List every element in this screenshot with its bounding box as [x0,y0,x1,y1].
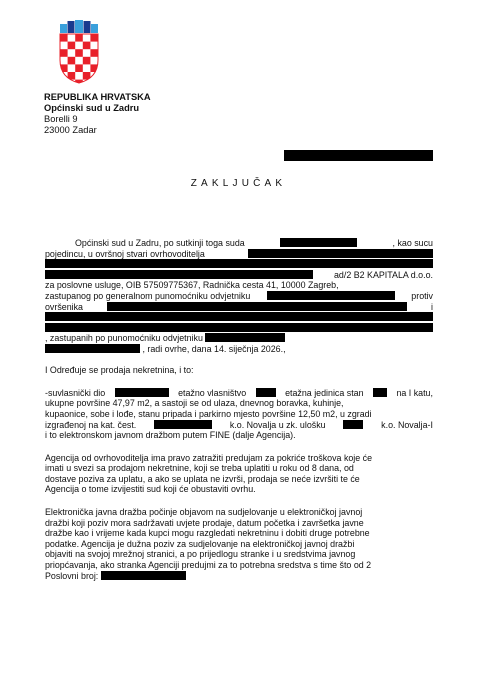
court-name: Općinski sud u Zadru [44,103,140,113]
redaction-case-number [284,150,433,161]
intro-line-7 [45,312,433,323]
intro-line-8: , zastupanih po punomoćniku odvjetniku [45,333,433,344]
coat-check-square [68,57,76,65]
redaction [45,270,313,279]
coat-check-square [60,34,68,42]
redaction [205,333,285,342]
section-one-line-2: ukupne površine 47,97 m2, a sastoji se od ulaza, dnevnog boravka, kuhinje, [45,398,344,409]
section-one-line-1: -suvlasnički dio etažno vlasništvo etažna jedinica stan na I katu, [45,387,433,398]
court-header [44,92,151,136]
redaction [267,291,395,300]
redaction [280,238,357,247]
coat-check-square [75,34,83,42]
p3-line-6: priopćavanja, ako stranka Agenciji predujmi za to potrebna sredstva s time što od 2 [45,560,372,571]
auction-paragraph [45,507,433,581]
redaction [343,420,363,429]
p3-line-1: Elektronička javna dražba počinje objavom na sudjelovanje u elektroničkoj javnoj [45,507,363,518]
section-one-paragraph [45,388,433,441]
coat-of-arms-icon [59,20,99,84]
intro-line-7b [45,323,433,334]
coat-check-square [90,80,98,84]
p3-line-4: podatke. Agencija je dužna poziv za sudjelovanje na elektroničkoj javnoj dražbi [45,538,355,549]
intro-line-2: pojedincu, u ovršnoj stvari ovrhovoditelja [45,249,433,260]
document-title: ZAKLJUČAK [190,178,287,189]
intro-paragraph [45,238,433,355]
redaction [101,571,186,580]
coat-check-square [90,49,98,57]
redaction [373,388,387,397]
p2-line-1: Agencija od ovrhovoditelja ima pravo zatražiti predujam za pokriće troškova koje će [45,452,373,463]
section-one-heading: I Određuje se prodaja nekretnina, i to: [45,365,194,376]
coat-check-square [68,42,76,50]
p2-line-4: Agencija o tome izvijestiti sud koji će obustaviti ovrhu. [45,484,256,495]
redaction [115,388,169,397]
redaction [154,420,212,429]
redaction [107,302,407,311]
redaction [256,388,276,397]
court-city: 23000 Zadar [44,125,97,135]
coat-check-square [75,64,83,72]
redaction [45,312,433,321]
p2-line-3: dostave poziva za uplatu, a ako se uplata ne izvrši, prodaja se neće izvršiti te će [45,473,360,484]
section-one-line-5: i to elektronskom javnom dražbom putem FINE (dalje Agencija). [45,430,296,441]
p3-line-5: objaviti na svojoj mrežnoj stranici, a po prijedlogu stranke i u sredstvima javnog [45,549,356,560]
section-one-line-4: izgrađenoj na kat. čest. k.o. Novalja u zk. ulošku k.o. Novalja-I [45,419,433,430]
intro-line-5: zastupanog po generalnom punomoćniku odvjetniku protiv [45,290,433,301]
coat-check-square [83,42,91,50]
intro-line-9: , radi ovrhe, dana 14. siječnja 2026., [45,344,433,355]
section-one-line-3: kupaonice, sobe i lođe, stanu pripada i parkirno mjesto površine 12,50 m2, u zgradi [45,408,372,419]
coat-check-square [75,49,83,57]
p3-line-2: dražbi koji poziv mora sadržavati uvjete prodaje, datum početka i završetka javne [45,517,364,528]
p3-line-3: dražbe kao i vrijeme kada kupci mogu razgledati nekretninu i dobiti druge potrebne [45,528,370,539]
coat-check-square [60,80,68,84]
intro-line-3b: ad/2 B2 KAPITALA d.o.o. [45,270,433,281]
redaction [45,323,433,332]
intro-line-3a [45,259,433,270]
country-name: REPUBLIKA HRVATSKA [44,92,151,102]
coat-check-square [60,49,68,57]
p3-line-7: Poslovni broj: [45,571,433,582]
court-street: Borelli 9 [44,114,78,124]
redaction [45,344,140,353]
coat-check-square [90,34,98,42]
intro-line-4: za poslovne usluge, OIB 57509775367, Radnička cesta 41, 10000 Zagreb, [45,280,339,291]
advance-payment-paragraph [45,453,433,495]
redaction [248,249,433,258]
document-body [45,238,433,592]
intro-line-6: ovršenika i [45,301,433,312]
intro-line-1: Općinski sud u Zadru, po sutkinji toga suda , kao sucu [75,238,433,248]
coat-check-square [83,57,91,65]
p2-line-2: imati u svezi sa prodajom nekretnine, koji se treba uplatiti u roku od 8 dana, od [45,463,354,474]
redaction [45,259,433,268]
